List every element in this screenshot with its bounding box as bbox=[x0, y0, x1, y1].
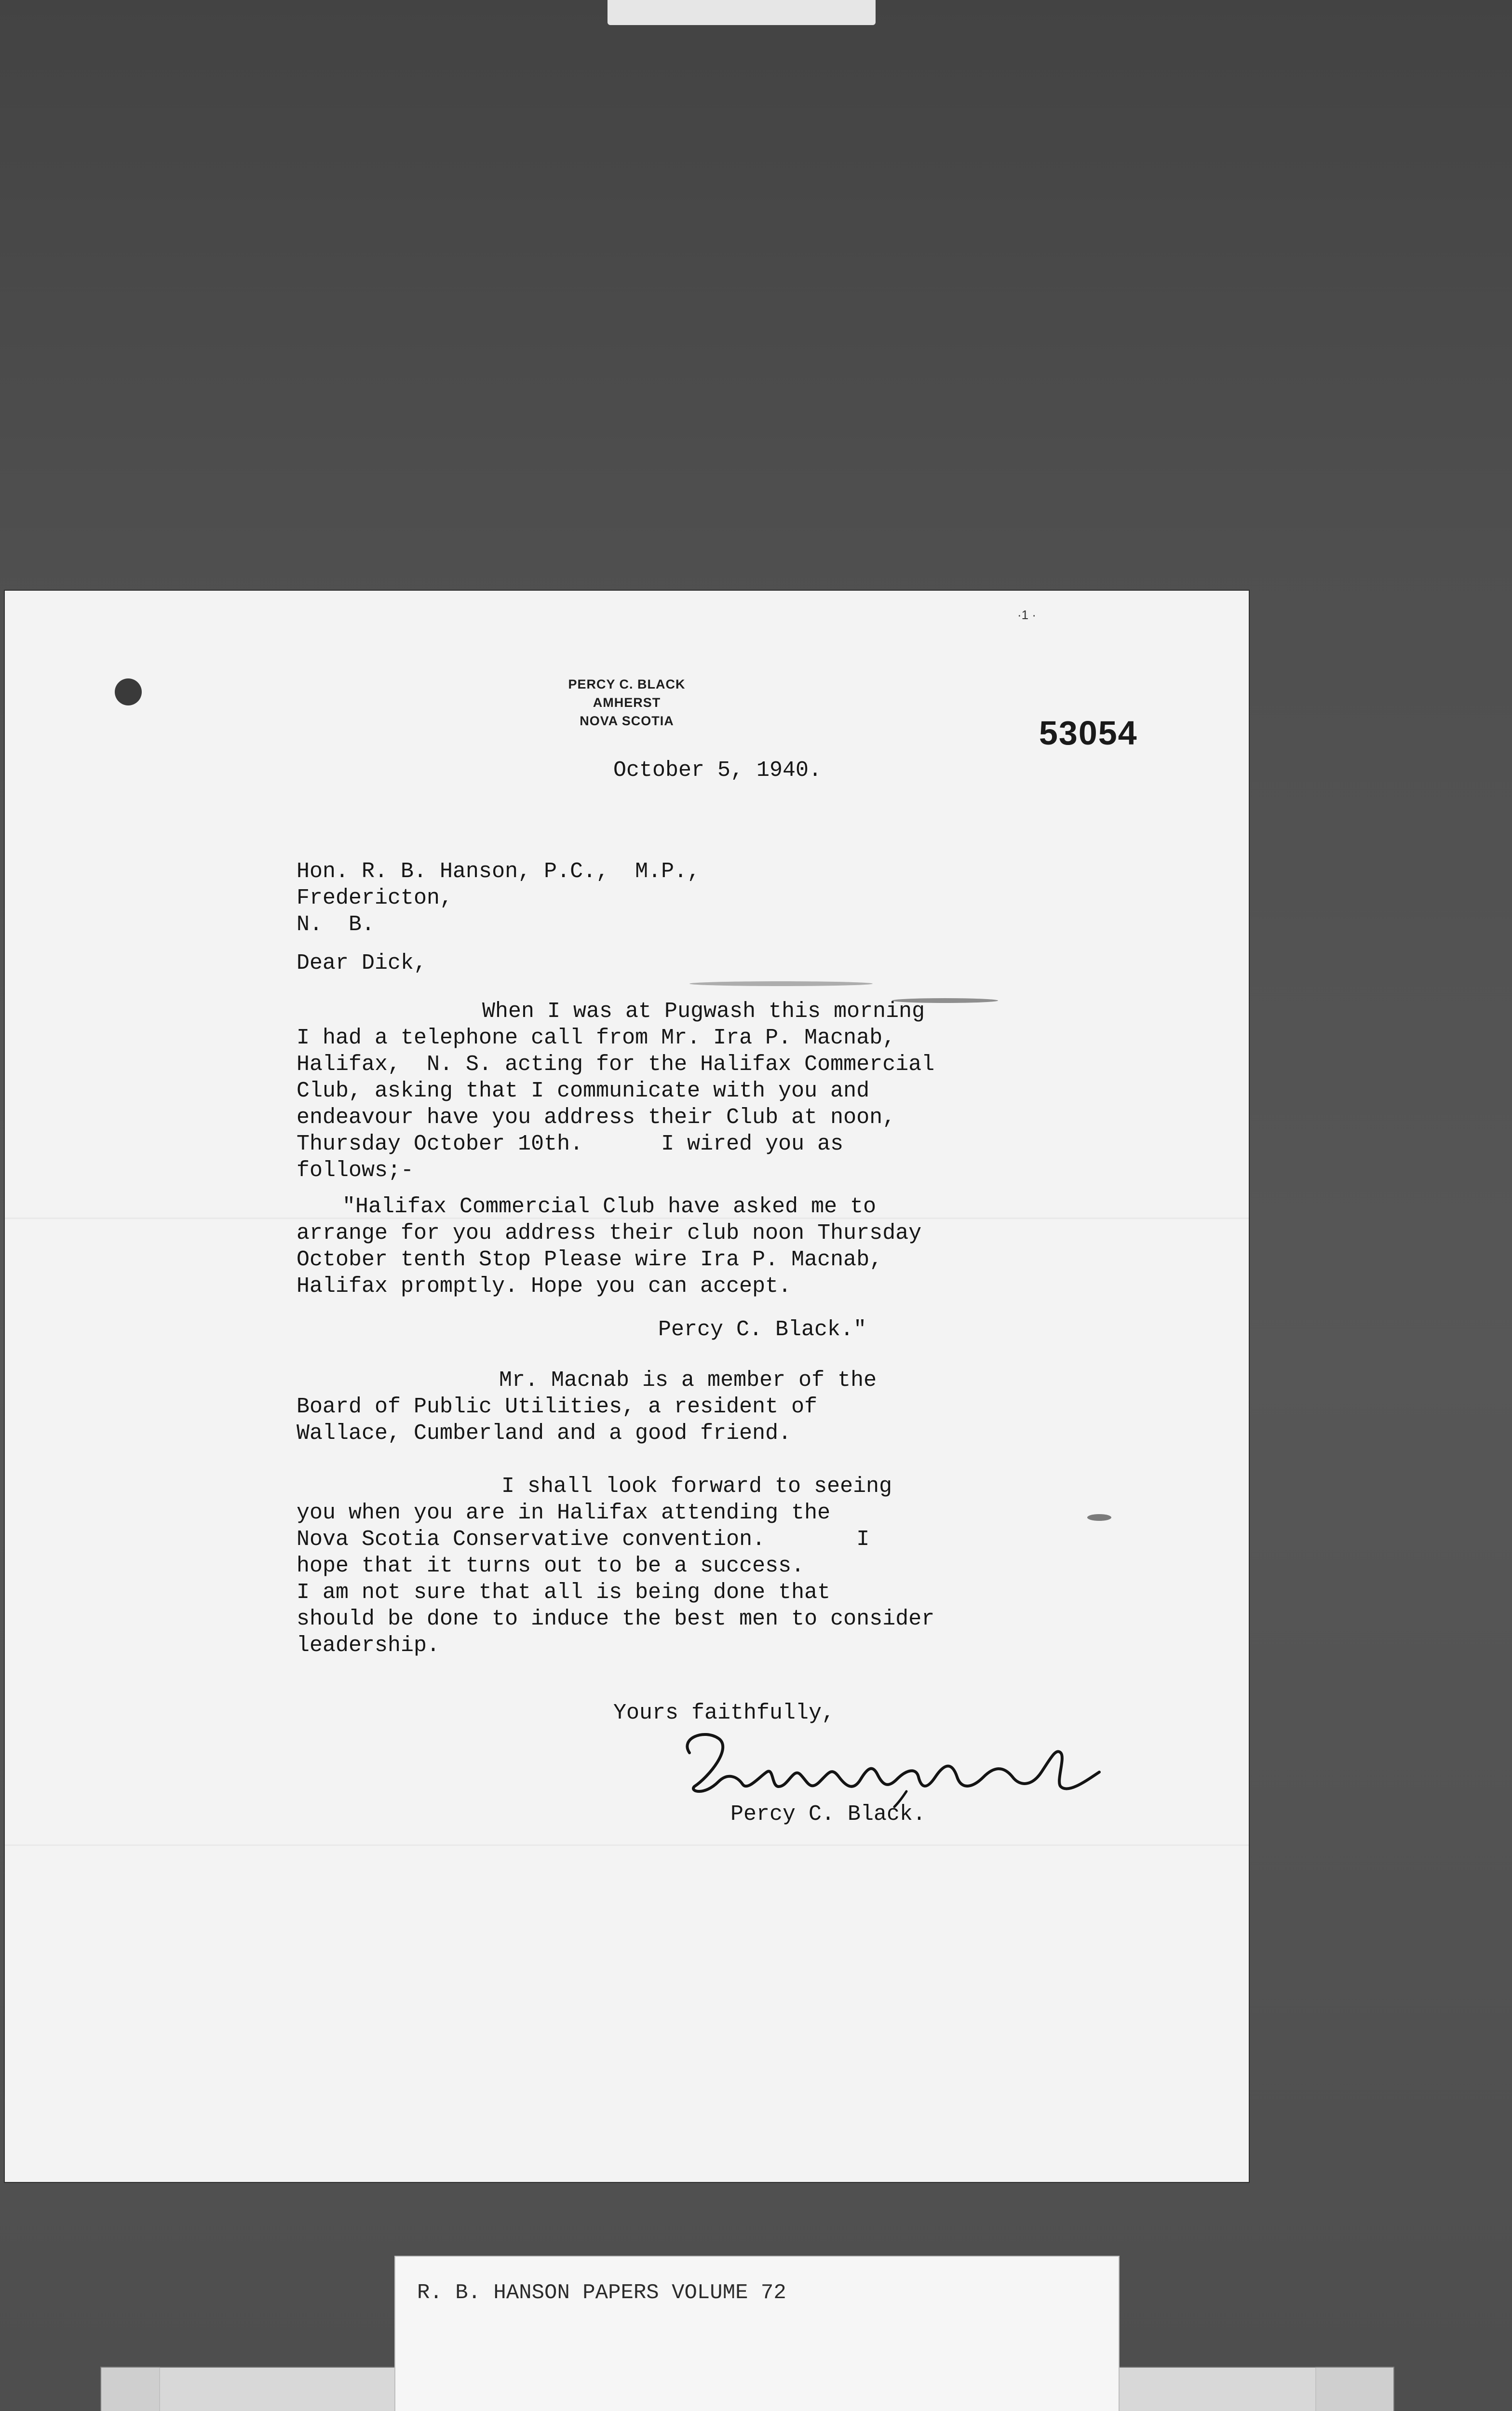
quote-line: arrange for you address their club noon Thursday bbox=[297, 1221, 922, 1246]
salutation: Dear Dick, bbox=[297, 951, 427, 975]
paragraph-line: Halifax, N. S. acting for the Halifax Commercial bbox=[297, 1052, 935, 1077]
paragraph-line: Thursday October 10th. I wired you as bbox=[297, 1132, 844, 1156]
ink-smudge bbox=[689, 981, 873, 986]
tape-strip bbox=[101, 2368, 439, 2411]
letter-page bbox=[5, 591, 1249, 2182]
paper-fold bbox=[5, 1844, 1249, 1846]
paragraph-line: Club, asking that I communicate with you and bbox=[297, 1079, 870, 1103]
quote-line: "Halifax Commercial Club have asked me to bbox=[342, 1194, 877, 1219]
letterhead-town: AMHERST bbox=[593, 695, 661, 710]
paragraph-line: follows;- bbox=[297, 1158, 414, 1183]
letterhead bbox=[501, 675, 752, 730]
paragraph-line: you when you are in Halifax attending the bbox=[297, 1501, 831, 1525]
document-number-stamp: 53054 bbox=[1039, 714, 1138, 752]
paragraph-line: Wallace, Cumberland and a good friend. bbox=[297, 1421, 792, 1446]
paragraph-line: Nova Scotia Conservative convention. I bbox=[297, 1527, 870, 1552]
paragraph-line: leadership. bbox=[297, 1633, 440, 1658]
quote-line: Halifax promptly. Hope you can accept. bbox=[297, 1274, 792, 1299]
signer-name: Percy C. Black. bbox=[730, 1802, 926, 1827]
paragraph-line: When I was at Pugwash this morning bbox=[482, 999, 925, 1024]
volume-label: R. B. HANSON PAPERS VOLUME 72 bbox=[417, 2281, 786, 2305]
handwritten-signature bbox=[675, 1719, 1109, 1811]
corner-mark: ·1 · bbox=[1017, 608, 1036, 622]
paragraph-line: Mr. Macnab is a member of the bbox=[499, 1368, 877, 1393]
paragraph-line: endeavour have you address their Club at noon, bbox=[297, 1105, 896, 1130]
quote-signoff: Percy C. Black." bbox=[658, 1317, 867, 1342]
paragraph-line: Board of Public Utilities, a resident of bbox=[297, 1395, 818, 1419]
volume-label-card bbox=[395, 2257, 1119, 2411]
paragraph-line: I shall look forward to seeing bbox=[501, 1474, 892, 1499]
recipient-line: N. B. bbox=[297, 912, 375, 937]
recipient-line: Hon. R. B. Hanson, P.C., M.P., bbox=[297, 859, 701, 884]
paragraph-line: I had a telephone call from Mr. Ira P. Macnab, bbox=[297, 1026, 896, 1050]
letterhead-name: PERCY C. BLACK bbox=[568, 677, 686, 691]
letterhead-province: NOVA SCOTIA bbox=[580, 714, 674, 728]
paragraph-line: should be done to induce the best men to consider bbox=[297, 1607, 935, 1631]
paragraph-line: I am not sure that all is being done that bbox=[297, 1580, 831, 1605]
quote-line: October tenth Stop Please wire Ira P. Macnab, bbox=[297, 1247, 883, 1272]
paragraph-line: hope that it turns out to be a success. bbox=[297, 1554, 805, 1578]
top-paper-strip bbox=[608, 0, 876, 25]
punch-hole bbox=[115, 678, 142, 705]
ink-smudge bbox=[1087, 1514, 1111, 1521]
closing: Yours faithfully, bbox=[613, 1701, 835, 1725]
recipient-line: Fredericton, bbox=[297, 886, 453, 910]
letter-date: October 5, 1940. bbox=[613, 758, 822, 783]
